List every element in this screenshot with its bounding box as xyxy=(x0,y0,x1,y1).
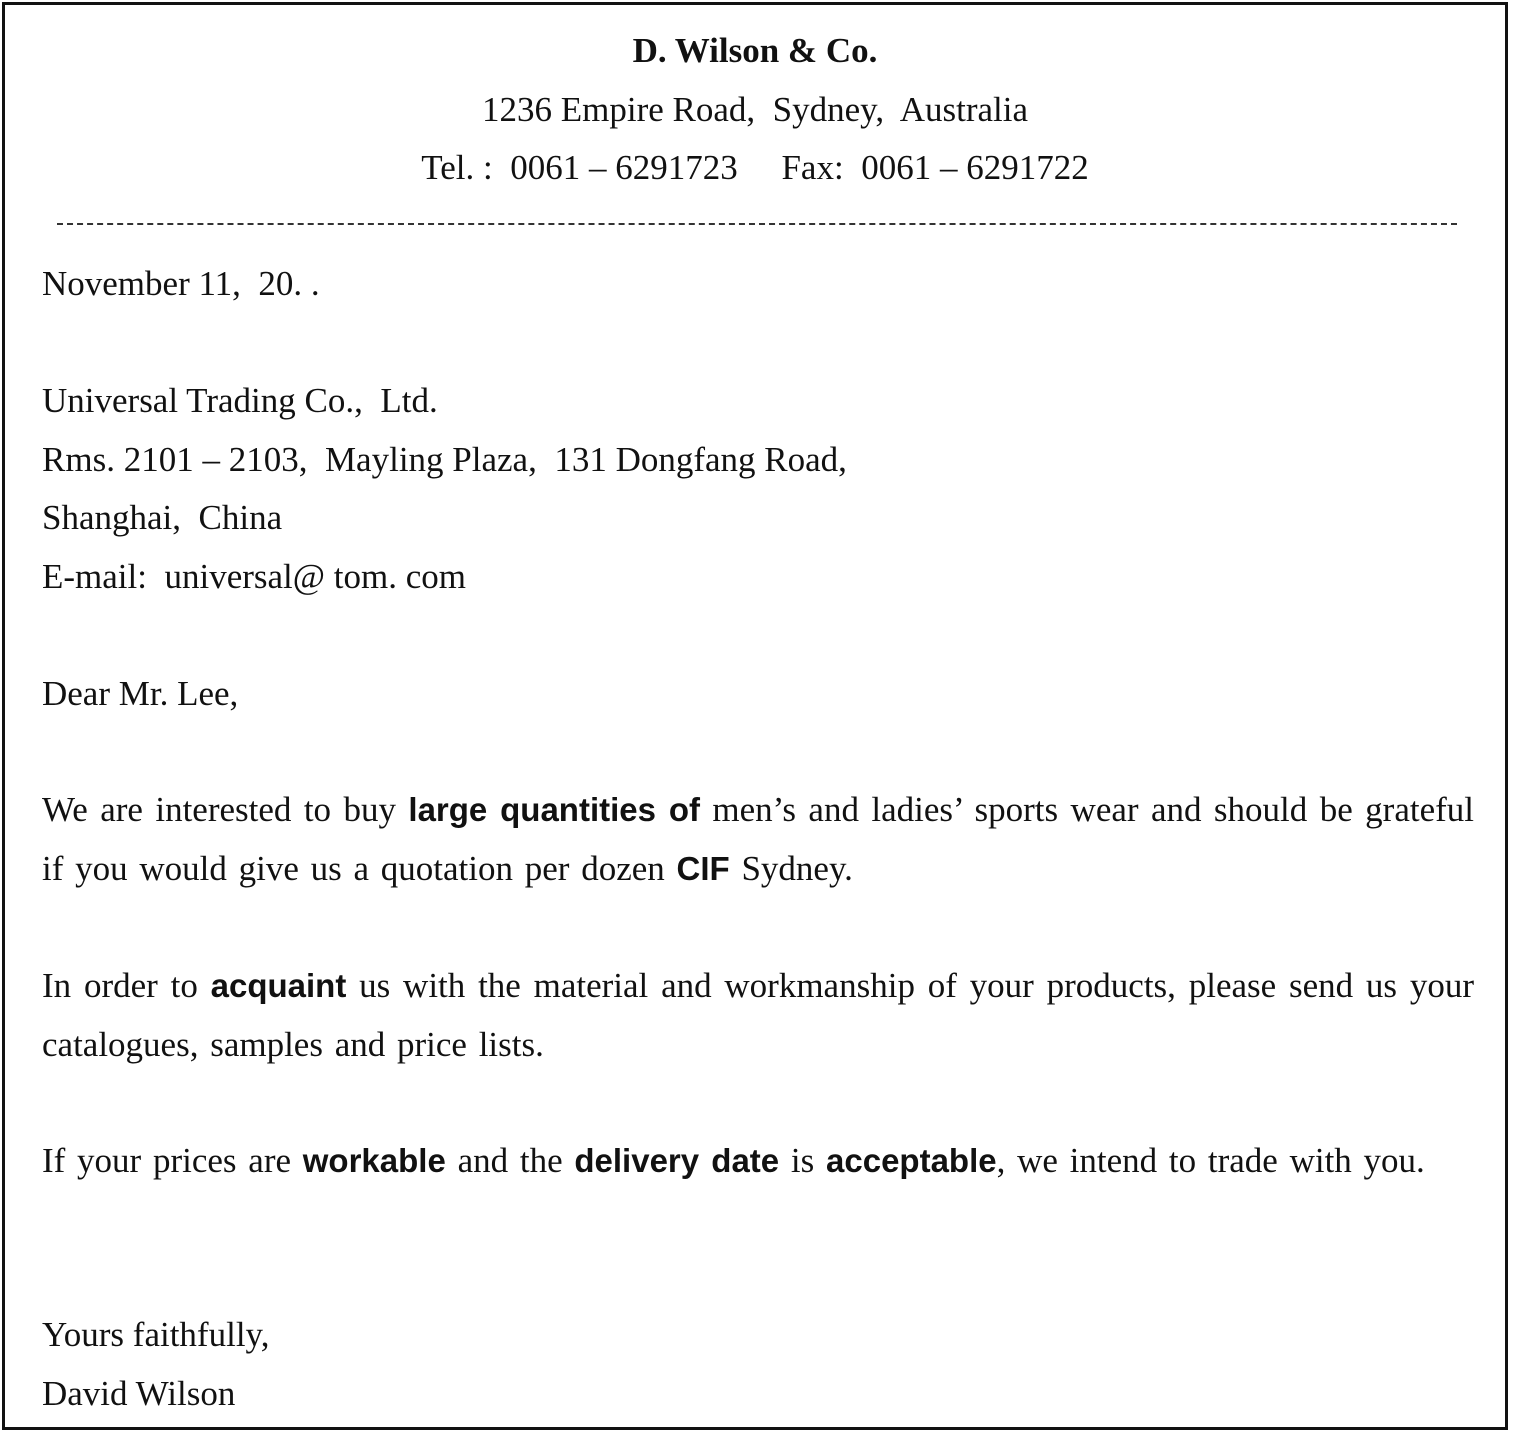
letter xyxy=(2,2,1508,1430)
bold-term: delivery date xyxy=(574,1142,780,1179)
paragraph-text: We are interested to buy xyxy=(42,790,409,829)
paragraph-request xyxy=(42,781,1474,898)
company-address: 1236 Empire Road, Sydney, Australia xyxy=(482,90,1028,129)
paragraph-text: , we intend to trade with you. xyxy=(996,1141,1425,1180)
paragraph-text: is xyxy=(779,1141,827,1180)
paragraph-text: and the xyxy=(445,1141,575,1180)
letterhead-divider xyxy=(57,223,1457,225)
bold-term: large quantities of xyxy=(408,791,700,828)
closing: Yours faithfully, xyxy=(42,1315,270,1354)
paragraph-text: Sydney. xyxy=(729,848,853,888)
recipient-company: Universal Trading Co., Ltd. xyxy=(42,381,438,420)
recipient-address-line1: Rms. 2101 – 2103, Mayling Plaza, 131 Dongfang Road, xyxy=(42,440,847,479)
signature: David Wilson xyxy=(42,1374,236,1413)
paragraph-terms xyxy=(42,1132,1474,1191)
bold-term: acceptable xyxy=(826,1142,997,1179)
letter-date: November 11, 20. . xyxy=(42,264,320,303)
paragraph-text: If your prices are xyxy=(42,1141,303,1180)
paragraph-text: us with the material and workmanship of your products, please send us your catalogues, samples and price lists. xyxy=(42,966,1474,1064)
bold-term: CIF xyxy=(676,849,730,887)
recipient-email: E-mail: universal@ tom. com xyxy=(42,557,466,596)
bold-term: acquaint xyxy=(210,967,347,1004)
bold-term: workable xyxy=(302,1142,446,1179)
company-contact: Tel. : 0061 – 6291723 Fax: 0061 – 6291722 xyxy=(421,148,1089,187)
paragraph-text: men’s and ladies’ sports wear and should be grateful if you would give us a quotation per dozen xyxy=(42,790,1474,888)
recipient-address-line2: Shanghai, China xyxy=(42,498,283,537)
company-name: D. Wilson & Co. xyxy=(632,31,878,70)
salutation: Dear Mr. Lee, xyxy=(42,674,239,713)
paragraph-catalogues xyxy=(42,957,1474,1074)
paragraph-text: In order to xyxy=(42,966,211,1005)
